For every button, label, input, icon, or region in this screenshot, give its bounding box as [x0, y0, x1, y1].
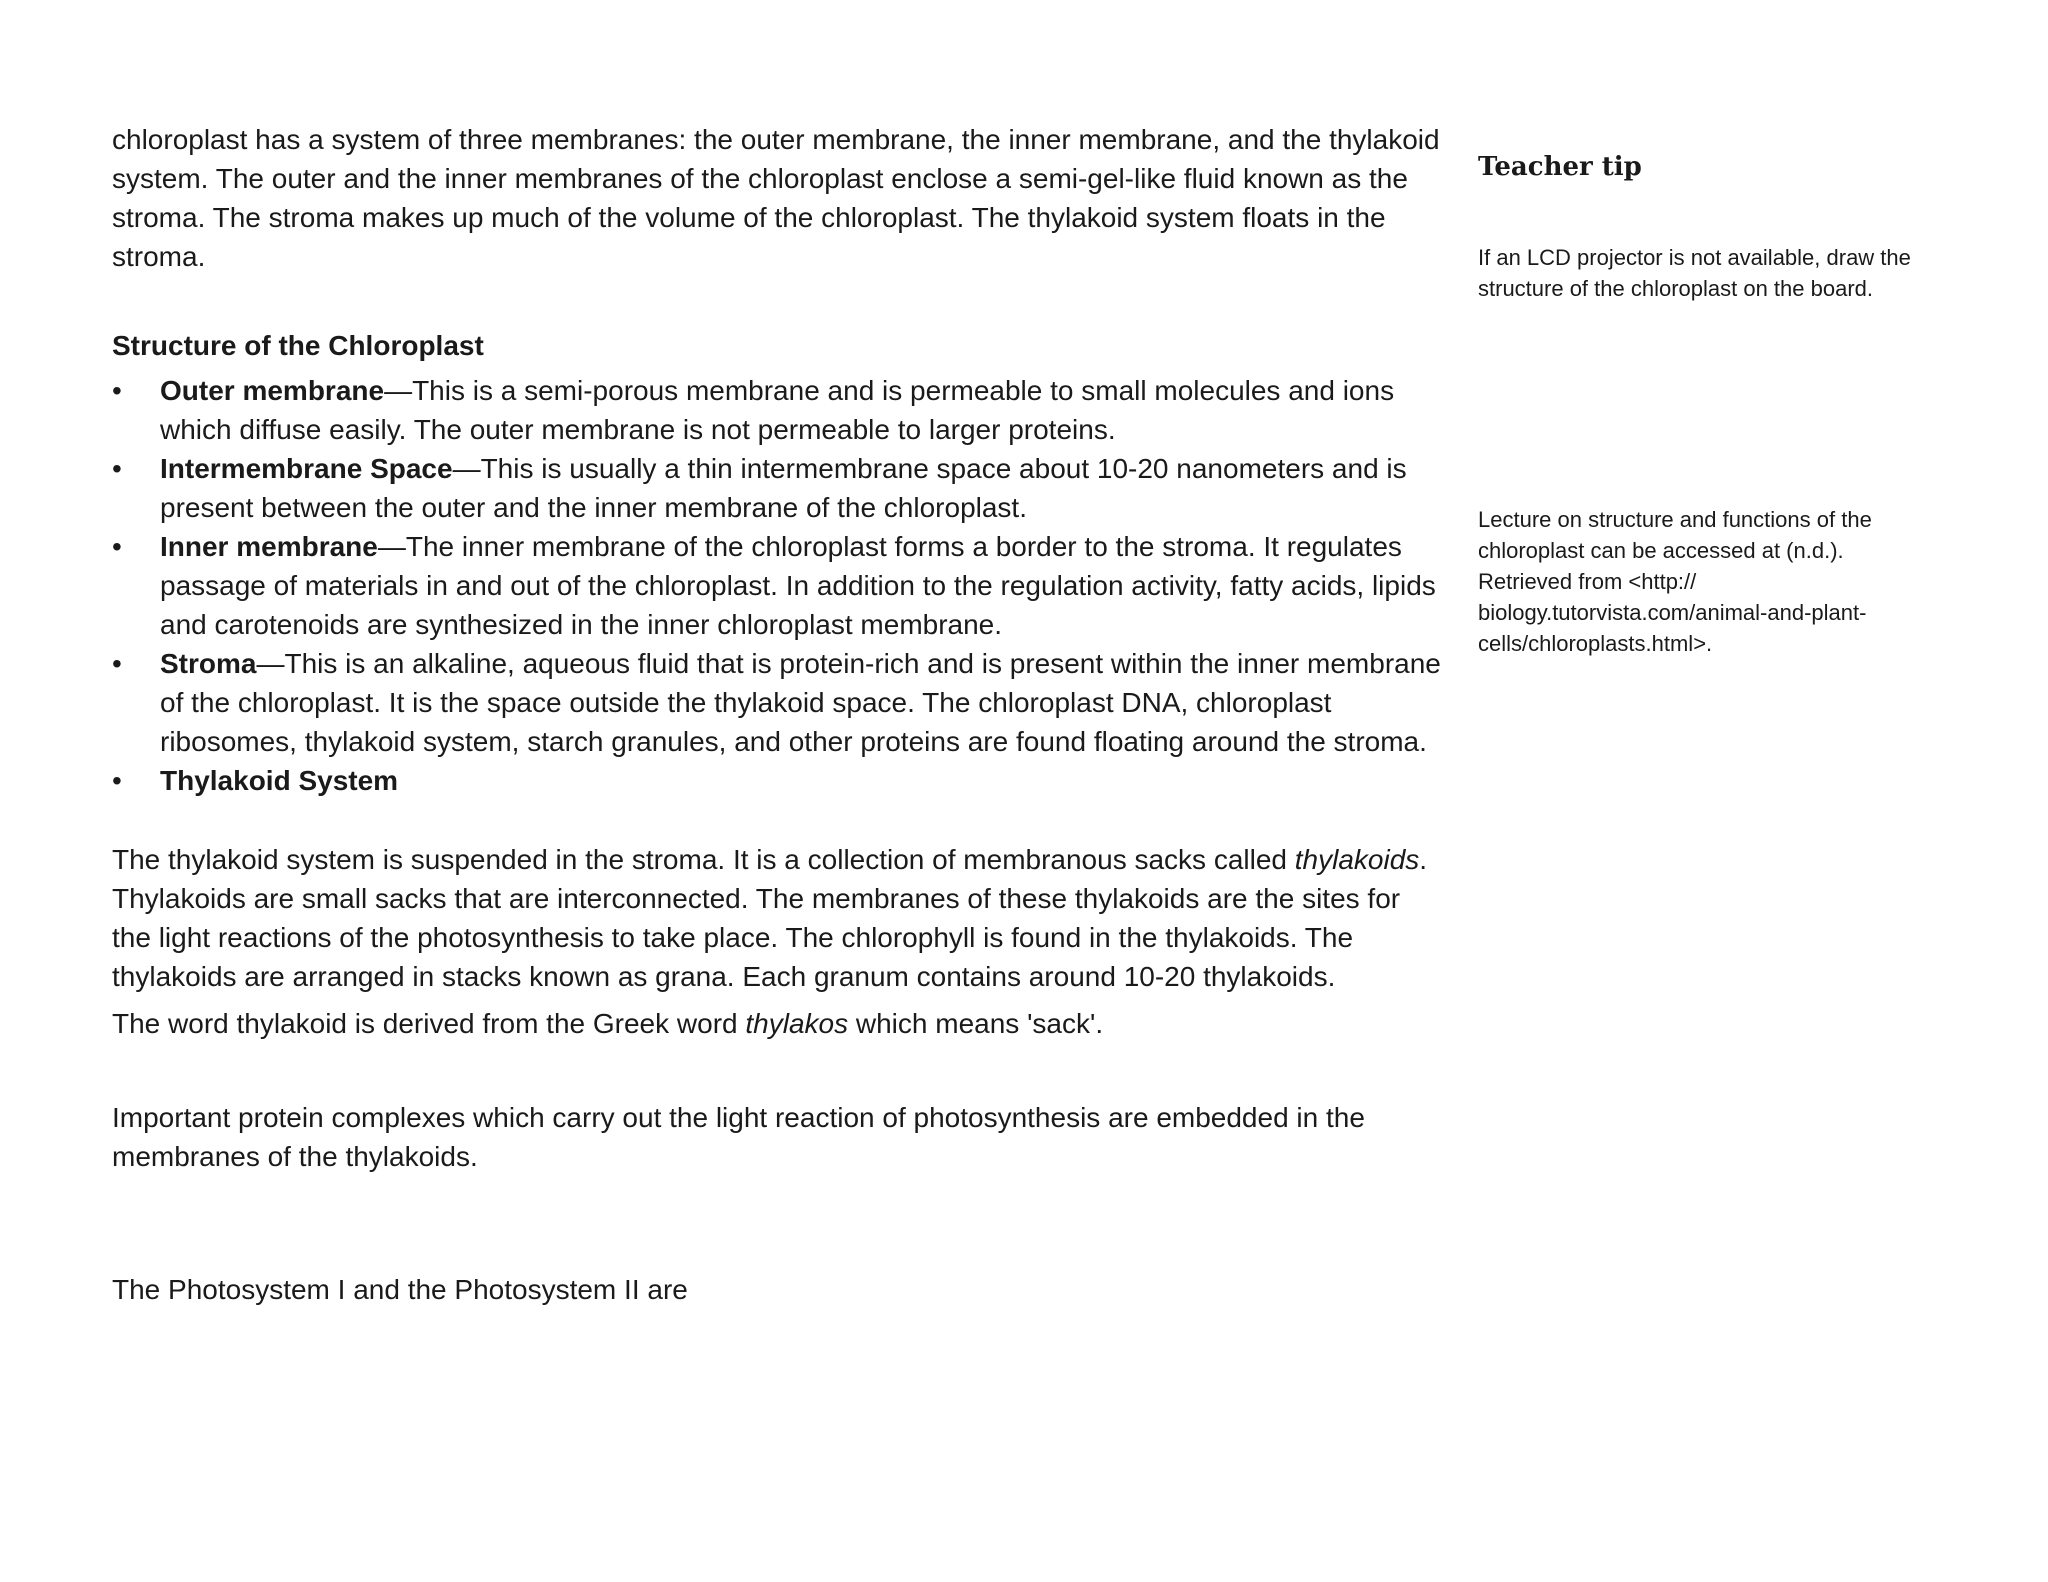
greek-origin-paragraph	[112, 1004, 1442, 1043]
list-item-inner-membrane	[112, 527, 1442, 644]
main-content	[112, 120, 1442, 1309]
bullet-icon: •	[112, 765, 122, 796]
thylakoid-paragraph-italic: thylakoids	[1294, 844, 1420, 875]
protein-complexes-paragraph: Important protein complexes which carry out the light reaction of photosynthesis are embedded in the membranes of the thylakoids.	[112, 1102, 1365, 1172]
photosystem-paragraph: The Photosystem I and the Photosystem II are	[112, 1274, 688, 1305]
term-intermembrane-space: Intermembrane Space	[160, 453, 453, 484]
greek-paragraph-italic: thylakos	[745, 1008, 849, 1039]
teacher-tip-title: Teacher tip	[1478, 152, 1642, 182]
term-inner-membrane: Inner membrane	[160, 531, 378, 562]
teacher-tip-text: If an LCD projector is not available, draw the structure of the chloroplast on the board.	[1478, 245, 1911, 301]
desc-inner-membrane: —The inner membrane of the chloroplast forms a border to the stroma. It regulates passage of materials in and out of the chloroplast. In addition to the regulation activity, fatty acids, lipids and carotenoids are synthesized in the inner chloroplast membrane.	[160, 531, 1436, 640]
greek-paragraph-end: which means 'sack'.	[848, 1008, 1104, 1039]
list-item-intermembrane-space	[112, 449, 1442, 527]
thylakoid-paragraph	[112, 840, 1442, 996]
bullet-icon: •	[112, 453, 122, 484]
list-item-stroma	[112, 644, 1442, 761]
list-item-thylakoid-system	[112, 761, 1442, 800]
greek-paragraph-start: The word thylakoid is derived from the Greek word	[112, 1008, 746, 1039]
thylakoid-paragraph-start: The thylakoid system is suspended in the stroma. It is a collection of membranous sacks called	[112, 844, 1295, 875]
bullet-icon: •	[112, 648, 122, 679]
term-stroma: Stroma	[160, 648, 257, 679]
desc-outer-membrane: —This is a semi-porous membrane and is permeable to small molecules and ions which diffuse easily. The outer membrane is not permeable to larger proteins.	[160, 375, 1395, 445]
sidebar	[1478, 150, 1933, 659]
desc-intermembrane-space: —This is usually a thin intermembrane space about 10-20 nanometers and is present between the outer and the inner membrane of the chloroplast.	[160, 453, 1407, 523]
lecture-reference-text: Lecture on structure and functions of the chloroplast can be accessed at (n.d.). Retrieved from <http:// biology.tutorvista.com/animal-and-plant-cells/chloroplasts.html>.	[1478, 507, 1872, 656]
list-item-outer-membrane	[112, 371, 1442, 449]
structure-list	[112, 371, 1442, 800]
desc-stroma: —This is an alkaline, aqueous fluid that is protein-rich and is present within the inner membrane of the chloroplast. It is the space outside the thylakoid space. The chloroplast DNA, chloroplast ribosomes, thylakoid system, starch granules, and other proteins are found floating around the stroma.	[160, 648, 1441, 757]
structure-heading: Structure of the Chloroplast	[112, 330, 484, 361]
thylakoid-paragraph-end: . Thylakoids are small sacks that are interconnected. The membranes of these thylakoids are the sites for the light reactions of the photosynthesis to take place. The chlorophyll is found in the thylakoids. The thylakoids are arranged in stacks known as grana. Each granum contains around 10-20 thylakoids.	[112, 844, 1428, 992]
bullet-icon: •	[112, 375, 122, 406]
term-outer-membrane: Outer membrane	[160, 375, 385, 406]
term-thylakoid-system: Thylakoid System	[160, 765, 399, 796]
bullet-icon: •	[112, 531, 122, 562]
intro-paragraph: chloroplast has a system of three membranes: the outer membrane, the inner membrane, and the thylakoid system. The outer and the inner membranes of the chloroplast enclose a semi-gel-like fluid known as the stroma. The stroma makes up much of the volume of the chloroplast. The thylakoid system floats in the stroma.	[112, 124, 1440, 272]
